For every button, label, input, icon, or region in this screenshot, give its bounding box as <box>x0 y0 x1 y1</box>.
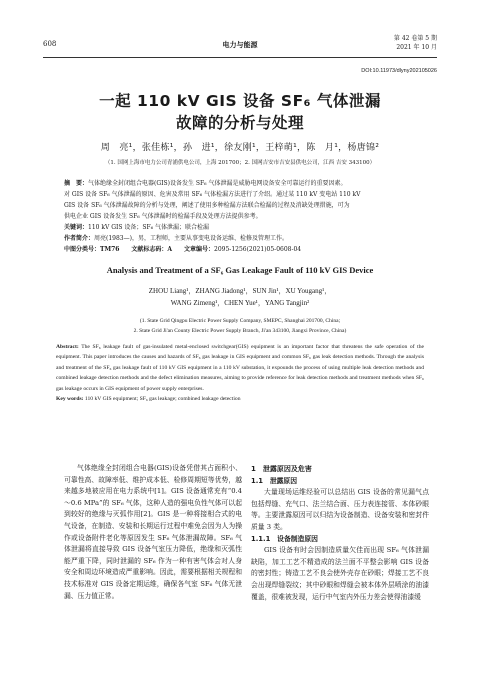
subsubsection-heading: 1.1.1 设备制造原因 <box>251 534 318 543</box>
author-bio-text: 周亮(1983—)，男，工程师，主要从事变电设备运维、检修及管理工作。 <box>94 235 288 242</box>
classification-line <box>64 244 416 255</box>
abstract-line-4: 供电企业 GIS 设备发生 SF₆ 气体泄漏时的检漏手段及处理方法提供参考。 <box>64 213 262 220</box>
intro-paragraph: 气体绝缘全封闭组合电器(GIS)设备凭借其占面积小、可靠性高、故障率低、维护成本低、检修周期短等优势，越来越多地被应用在电力系统中[1]。GIS 设备通常充有“0.4～0.6 MPa”的 SF₆ 气体，这种人造的强电负性气体可以起到较好的绝缘与灭弧作用[2]。GIS 是一种将接相合式的电气设备，在制造、安装和长期运行过程中难免会因为人为操作或设备附件老化等原因发生 SF₆ 气体泄漏故障。SF₆ 气体泄漏将直接导致 GIS 设备气室压力降低，绝缘和灭弧性能严重下降，同时泄漏的 SF₆ 作为一种有害气体会对人身安全和周边环境造成严重影响。因此，需要根据相关规程和技术标准对 GIS 设备定期运维，确保各气室 SF₆ 气体无泄漏、压力值正常。 <box>64 464 242 600</box>
author-bio-label: 作者简介： <box>64 235 95 242</box>
section-heading: 1 泄露原因及危害 <box>251 465 312 473</box>
header-rule <box>43 57 437 58</box>
title-chinese <box>0 90 480 134</box>
article-number-label: 文章编号： <box>184 246 215 253</box>
title-english: Analysis and Treatment of a SF₆ Gas Leakage Fault of 110 kV GIS Device <box>106 265 374 275</box>
authors-english <box>0 285 480 309</box>
abstract-line-3: GIS 设备 SF₆ 气体泄漏故障的分析与处理，阐述了使用多种检漏方法联合检漏的过程及消缺处理措施，可为 <box>64 202 350 209</box>
doc-code <box>131 246 172 253</box>
doc-code-label: 文献标志码： <box>131 246 168 253</box>
affiliation-english-line-2: 2. State Grid Ji'an County Electric Power Supply Branch, Ji'an 343100, Jiangxi Province, China) <box>133 328 347 334</box>
keywords-english <box>56 394 424 404</box>
abstract-english <box>56 342 424 394</box>
authors-chinese: 周 亮¹，张佳栋¹，孙 进¹，徐友刚¹，王梓萌¹，陈 月¹，杨唐锦² <box>100 143 380 153</box>
abstract-line-2: 对 GIS 设备 SF₆ 气体泄漏的原因、危害及常用 SF₆ 气体检漏方法进行了介绍。通过某 110 kV 变电站 110 kV <box>64 191 361 198</box>
body-paragraph-1: 大量现场运维经验可以总结出 GIS 设备的常见漏气点包括焊缝、充气口、法兰结合面、压力表连接管、本体砂眼等。主要泄露原因可以归结为设备制造、设备安装和密封件质量 3 类。 <box>251 488 429 531</box>
abstract-english-label: Abstract: <box>56 344 79 350</box>
body-column-right <box>251 463 429 603</box>
article-number-value: 2095-1256(2021)05-0608-04 <box>214 246 302 253</box>
page-number: 608 <box>43 40 57 48</box>
clc <box>64 246 119 253</box>
affiliation-english <box>0 316 480 336</box>
journal-name: 电力与能源 <box>222 41 258 49</box>
abstract-chinese <box>64 178 416 189</box>
keywords-chinese <box>64 222 416 233</box>
issue-info <box>394 34 437 52</box>
subsection-heading: 1.1 泄露原因 <box>251 476 298 485</box>
issue-volume: 第 42 卷第 5 期 <box>393 35 437 42</box>
authors-english-line-1: ZHOU Liang¹，ZHANG Jiadong¹，SUN Jin¹，XU Yougang¹， <box>148 287 332 295</box>
author-bio <box>64 233 416 244</box>
article-number <box>184 246 311 253</box>
running-head <box>43 34 437 56</box>
clc-value: TM76 <box>100 246 120 253</box>
abstract-english-block <box>56 342 424 404</box>
abstract-chinese-block <box>64 178 416 255</box>
abstract-label: 摘 要： <box>64 180 89 187</box>
abstract-line-1: 气体绝缘全封闭组合电器(GIS)设备发生 SF₆ 气体泄漏是威胁电网设备安全可靠运行的重要因素。 <box>88 180 347 187</box>
doi: DOI:10.11973/dlyny202105026 <box>361 68 437 74</box>
doc-code-value: A <box>167 246 173 253</box>
title-chinese-line-2: 故障的分析与处理 <box>175 114 304 132</box>
keywords-label: 关键词： <box>64 224 89 231</box>
body-paragraph-2: GIS 设备有时会因制造质量欠佳而出现 SF₆ 气体泄漏缺陷，加工工艺不精造成的法兰面不平整会影响 GIS 设备的密封性；铸造工艺不良会使外壳存在砂眼；焊接工艺不良会出现焊缝裂纹；其中砂眼和焊缝会被本体外层喷涂的油漆覆盖，很难被发现，运行中气室内外压力差会使得油漆缓 <box>251 546 429 601</box>
clc-label: 中图分类号： <box>64 246 101 253</box>
keywords-text: 110 kV GIS 设备；SF₆ 气体泄漏；联合检漏 <box>88 224 210 231</box>
affiliation-english-line-1: (1. State Grid Qingpu Electric Power Supply Company, SMEPC, Shanghai 201700, China; <box>139 318 341 324</box>
affiliation-chinese: （1. 国网上海市电力公司青浦供电公司，上海 201700；2. 国网吉安市吉安县供电公司，江西 吉安 343100） <box>104 160 376 166</box>
abstract-english-text: The SF₆ leakage fault of gas-insulated metal-enclosed switchgear(GIS) equipment is an important factor that threatens the safe operation of the equipment. This paper introduces the causes and hazards of SF₆ gas leakage in GIS equipment and common SF₆ gas leak detection methods. Through the analysis and treatment of the SF₆ gas leakage fault of 110 kV GIS equipment in a 110 kV substation, it expounds the process of using multiple leak detection methods and combined leakage detection methods and the defect elimination measures, aiming to provide reference for leak detection methods and treatment methods when SF₆ gas leakage occurs in GIS equipment of power supply enterprises. <box>56 344 424 392</box>
issue-date: 2021 年 10 月 <box>396 44 437 51</box>
keywords-english-text: 110 kV GIS equipment; SF₆ gas leakage; combined leakage detection <box>84 396 241 403</box>
authors-english-line-2: WANG Zimeng¹，CHEN Yue¹，YANG Tangjin² <box>170 299 310 307</box>
body-column-left <box>64 463 242 602</box>
title-chinese-line-1: 一起 110 kV GIS 设备 SF₆ 气体泄漏 <box>99 92 381 110</box>
keywords-english-label: Key words: <box>56 396 84 403</box>
